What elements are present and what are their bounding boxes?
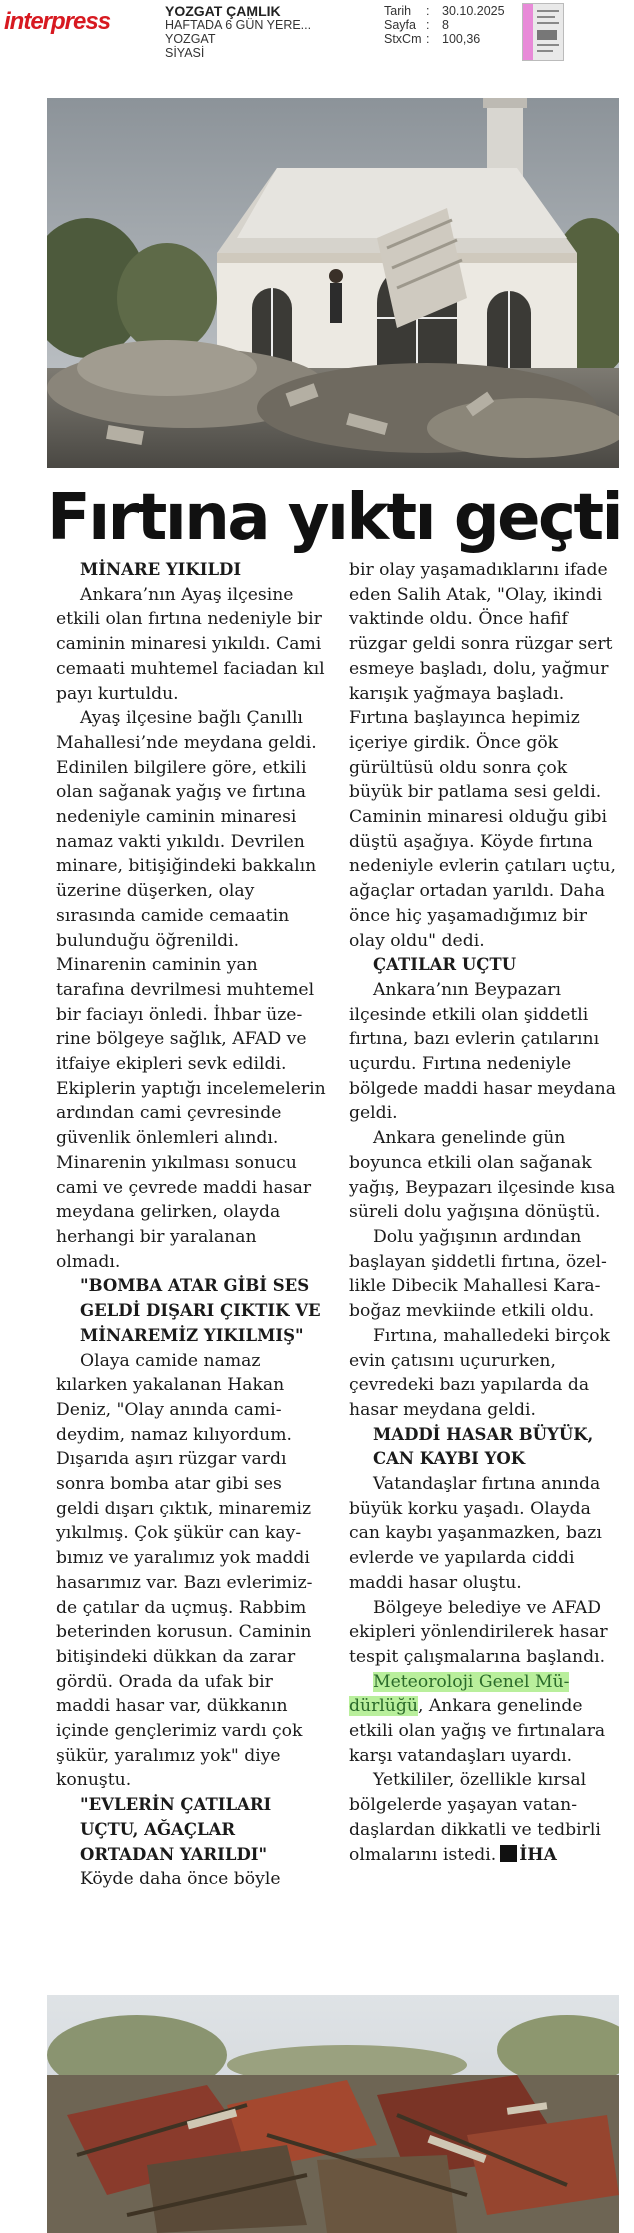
closing-paragraph <box>349 1768 619 1867</box>
stx-row <box>384 32 505 46</box>
storm-damage-illustration <box>47 1995 619 2233</box>
bottom-photo <box>47 1995 619 2233</box>
paragraph: Dolu yağışının ardından başlayan şiddetli fırtına, özellikle Dibecik Mahallesi Karaboğaz mevkiinde etkili oldu. <box>349 1226 607 1322</box>
paragraph: Bölgeye belediye ve AFAD ekipleri yönlendirilerek hasar tespit çalışmalarına başlandı. <box>349 1597 608 1667</box>
paragraph: Ayaş ilçesine bağlı Çanıllı Mahallesi’nde meydana geldi. Edinilen bilgilere göre, etkili olan sağanak yağış ve fırtına nedeniyle caminin minaresi namaz vakti yıkıldı. Devrilen minare, bitişiğindeki bakkalın üzerine düşerken, olay sırasında camide cemaatin bulunduğu öğrenildi. Minarenin caminin yan tarafına devrilmesi muhtemel bir faciayı önledi. İhbar üzerine bölgeye sağlık, AFAD ve itfaiye ekipleri sevk edildi. Ekiplerin yaptığı incelemelerin ardından cami çevresinde güvenlik önlemleri alındı. Minarenin yıkılması sonucu cami ve çevrede maddi hasar meydana gelirken, olayda herhangi bir yaralanan olmadı. <box>56 708 326 1272</box>
paragraph: Ankara’nın Beypazarı ilçesinde etkili olan şiddetli fırtına, bazı evlerin çatılarını uçurdu. Fırtına nedeniyle bölgede maddi hasar meydana geldi. <box>349 979 616 1124</box>
paragraph: Köyde daha önce böyle <box>80 1869 281 1890</box>
interpress-logo: interpress <box>4 8 111 35</box>
page-label: Sayfa <box>384 18 416 32</box>
paragraph: Fırtına, mahalledeki birçok evin çatısını uçururken, çevredeki bazı yapılarda da hasar meydana geldi. <box>349 1325 610 1420</box>
paragraph-text: , Ankara genelinde etkili olan yağış ve fırtınalara karşı vatandaşları uyardı. <box>349 1696 606 1766</box>
subheading: ÇATILAR UÇTU <box>373 955 517 975</box>
date-colon: : <box>426 4 430 18</box>
agency-signature: İHA <box>519 1844 557 1865</box>
article-column-2 <box>349 558 619 1867</box>
publication-name: YOZGAT ÇAMLIK <box>165 3 281 19</box>
article-column-1 <box>56 558 326 1892</box>
paragraph: Ankara’nın Ayaş ilçesine etkili olan fırtına nedeniyle bir caminin minaresi yıkıldı. Cami cemaati muhtemel faciadan kıl payı kurtuldu. <box>56 584 325 704</box>
date-value: 30.10.2025 <box>442 4 505 18</box>
stx-colon: : <box>426 32 430 46</box>
page-thumbnail <box>522 3 564 61</box>
stx-label: StxCm <box>384 32 422 46</box>
subheading: "BOMBA ATAR GİBİ SES GELDİ DIŞARI ÇIKTIK VE MİNAREMİZ YIKILMIŞ" <box>80 1276 321 1345</box>
headline: Fırtına yıktı geçti <box>47 481 621 555</box>
mosque-damage-illustration <box>47 98 619 468</box>
paragraph: bir olay yaşamadıklarını ifade eden Salih Atak, "Olay, ikindi vaktinde oldu. Önce hafif rüzgar geldi sonra rüzgar sert esmeye başladı, dolu, yağmur karışık yağmaya başladı. Fırtına başlayınca hepimiz içeriye girdik. Önce gök gürültüsü oldu sonra çok büyük bir patlama sesi geldi. Caminin minaresi olduğu gibi düştü aşağıya. Köyde fırtına nedeniyle evlerin çatıları uçtu, ağaçlar ortadan yarıldı. Daha önce hiç yaşamadığımız bir olay oldu" dedi. <box>349 560 616 951</box>
publication-city: YOZGAT <box>165 32 216 46</box>
page-value: 8 <box>442 18 449 32</box>
paragraph: Ankara genelinde gün boyunca etkili olan sağanak yağış, Beypazarı ilçesinde kısa süreli dolu yağışına dönüştü. <box>349 1128 616 1223</box>
subheading: MİNARE YIKILDI <box>80 560 242 579</box>
clipping-meta <box>384 4 505 46</box>
end-square-icon <box>500 1845 517 1862</box>
paragraph: Vatandaşlar fırtına anında büyük korku yaşadı. Olayda can kaybı yaşanmazken, bazı evlerde ve yapılarda ciddi maddi hasar oluştu. <box>349 1474 602 1593</box>
subheading: MADDİ HASAR BÜYÜK, CAN KAYBI YOK <box>373 1424 594 1469</box>
highlighted-term: Meteoroloji Genel Müdürlüğü <box>349 1671 570 1717</box>
stx-value: 100,36 <box>442 32 481 46</box>
paragraph: Olaya camide namaz kılarken yakalanan Hakan Deniz, "Olay anında camideydim, namaz kılıyordum. Dışarıda aşırı rüzgar vardı sonra bomba atar gibi ses geldi dışarı çıktık, minaremiz yıkılmış. Çok şükür can kaybımız ve yaralımız yok maddi hasarımız var. Bazı evlerimizde çatılar da uçmuş. Rabbim beterinden korusun. Caminin bitişindeki dükkan da zarar gördü. Orada da ufak bir maddi hasar var, dükkanın içinde gençlerimiz vardı çok şükür, yaralımız yok" diye konuştu. <box>56 1350 313 1791</box>
top-photo <box>47 98 619 468</box>
date-label: Tarih <box>384 4 412 18</box>
date-row <box>384 4 505 18</box>
paragraph <box>349 1670 619 1769</box>
publication-category: SİYASİ <box>165 46 205 60</box>
page-colon: : <box>426 18 430 32</box>
page-row <box>384 18 505 32</box>
publication-info <box>165 4 311 60</box>
paragraph-text: Yetkililer, özellikle kırsal bölgelerde yaşayan vatandaşlardan dikkatli ve tedbirli olmalarını istedi. <box>349 1770 601 1865</box>
subheading: "EVLERİN ÇATILARI UÇTU, AĞAÇLAR ORTADAN YARILDI" <box>80 1795 272 1864</box>
publication-frequency: HAFTADA 6 GÜN YERE... <box>165 18 312 32</box>
